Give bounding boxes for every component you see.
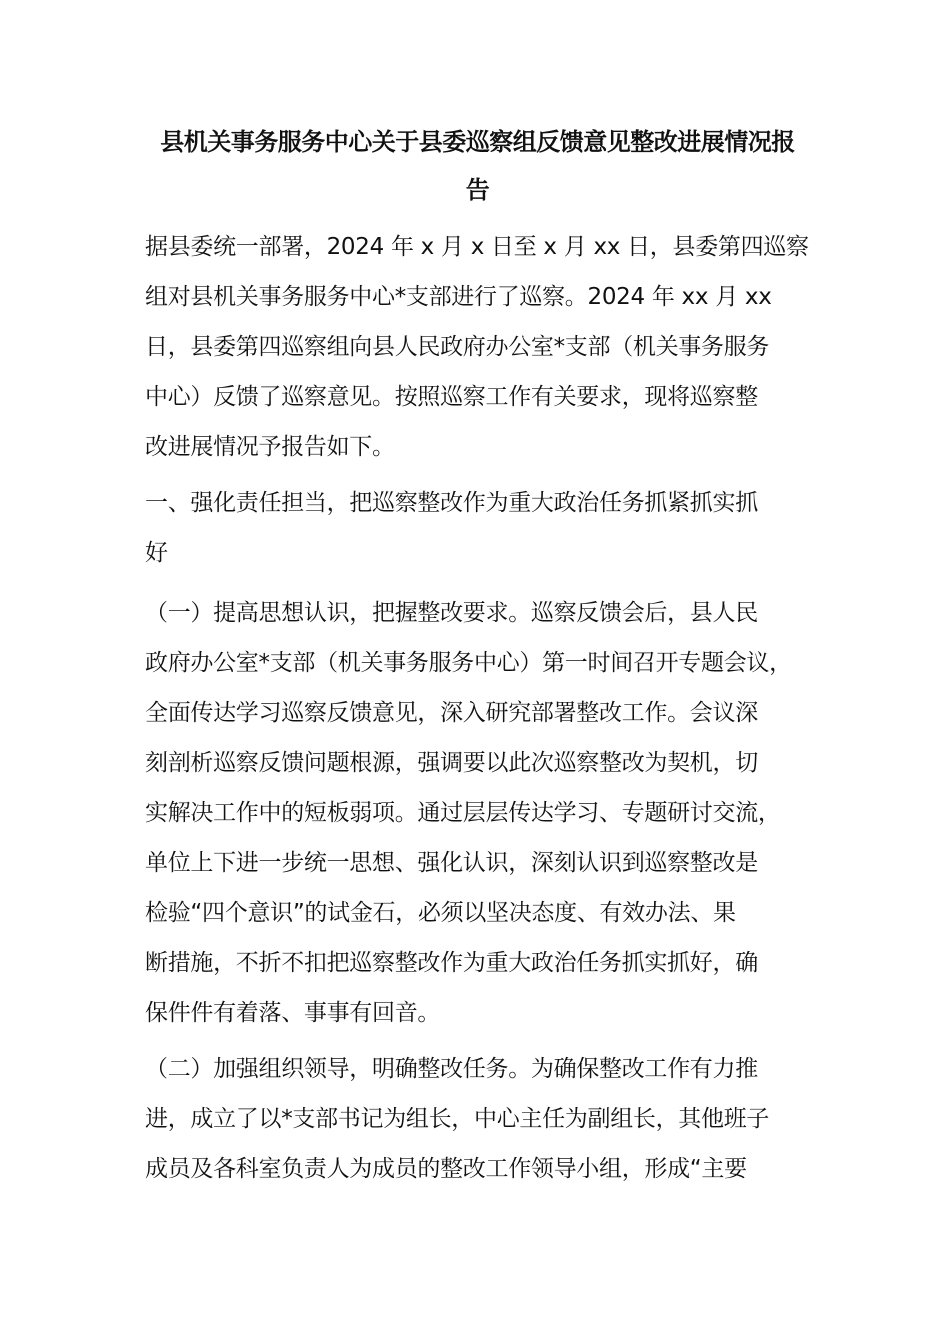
text-line: 据县委统一部署，2024 年 x 月 x 日至 x 月 xx 日，县委第四巡察 (145, 234, 809, 260)
text-line: 检验“四个意识”的试金石，必须以坚决态度、有效办法、果 (145, 900, 736, 926)
title-line: 县机关事务服务中心关于县委巡察组反馈意见整改进展情况报 (160, 128, 795, 156)
text-line: 全面传达学习巡察反馈意见，深入研究部署整改工作。会议深 (145, 700, 758, 726)
document-page (145, 118, 810, 1194)
intro-paragraph (145, 222, 810, 472)
text-line: 好 (145, 540, 168, 566)
text-line: 日，县委第四巡察组向县人民政府办公室*支部（机关事务服务 (145, 334, 770, 360)
text-line: 保件件有着落、事事有回音。 (145, 1000, 441, 1026)
text-line: 实解决工作中的短板弱项。通过层层传达学习、专题研讨交流， (145, 800, 781, 826)
text-line: 政府办公室*支部（机关事务服务中心）第一时间召开专题会议， (145, 650, 792, 676)
text-line: 进，成立了以*支部书记为组长，中心主任为副组长，其他班子 (145, 1106, 770, 1132)
text-line: 改进展情况予报告如下。 (145, 434, 395, 460)
text-line: （一）提高思想认识，把握整改要求。巡察反馈会后，县人民 (145, 600, 758, 626)
text-line: 刻剖析巡察反馈问题根源，强调要以此次巡察整改为契机，切 (145, 750, 758, 776)
text-line: 中心）反馈了巡察意见。按照巡察工作有关要求，现将巡察整 (145, 384, 758, 410)
text-line: 一、强化责任担当，把巡察整改作为重大政治任务抓紧抓实抓 (145, 490, 758, 516)
subsection-paragraph-1 (145, 588, 810, 1038)
text-line: 单位上下进一步统一思想、强化认识，深刻认识到巡察整改是 (145, 850, 758, 876)
title-line: 告 (465, 176, 490, 204)
text-line: 成员及各科室负责人为成员的整改工作领导小组，形成“主要 (145, 1156, 747, 1182)
text-line: 组对县机关事务服务中心*支部进行了巡察。2024 年 xx 月 xx (145, 284, 772, 310)
text-line: 断措施，不折不扣把巡察整改作为重大政治任务抓实抓好，确 (145, 950, 758, 976)
section-heading-1 (145, 478, 810, 578)
subsection-paragraph-2 (145, 1044, 810, 1194)
document-title (145, 118, 810, 214)
text-line: （二）加强组织领导，明确整改任务。为确保整改工作有力推 (145, 1056, 758, 1082)
